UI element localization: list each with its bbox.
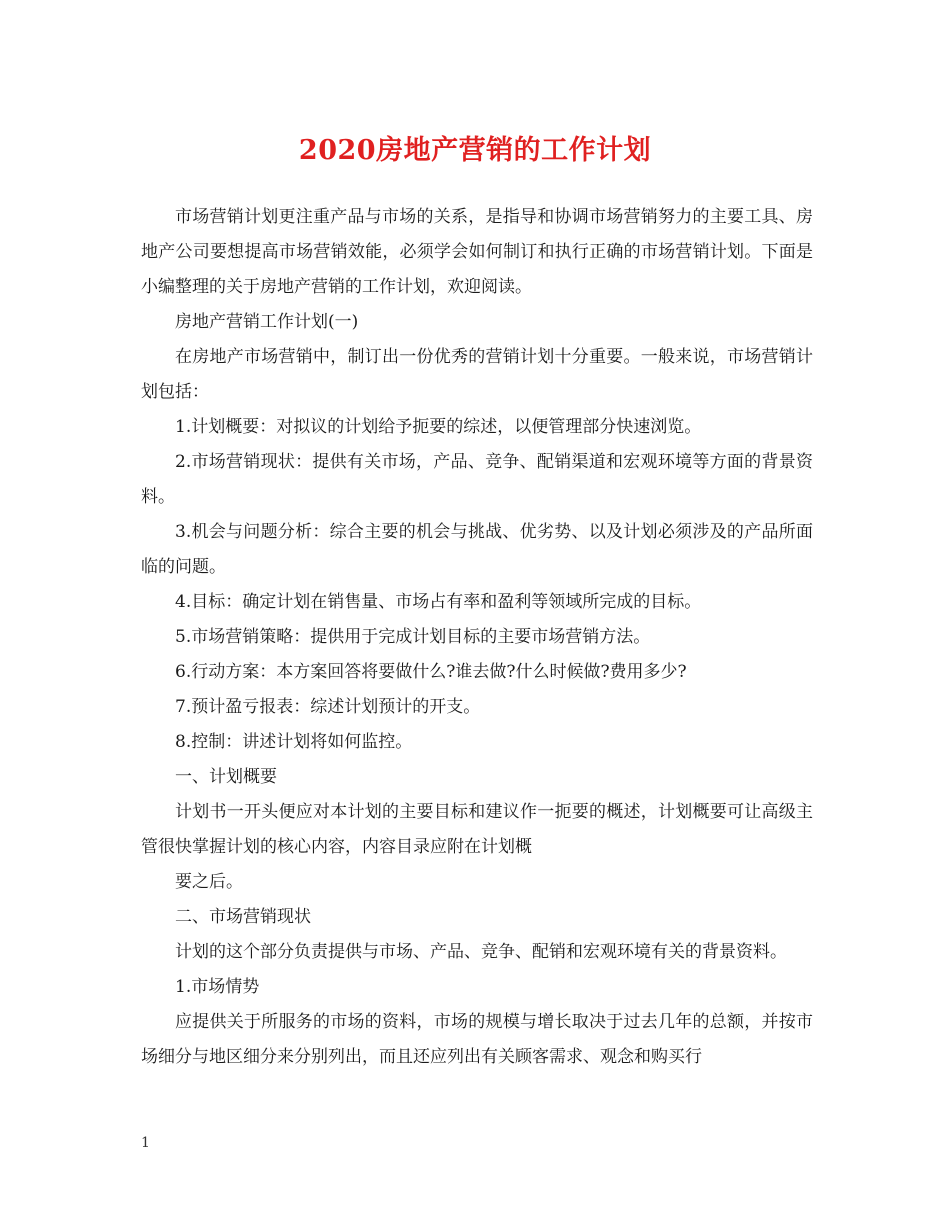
paragraph-plan-overview: 在房地产市场营销中，制订出一份优秀的营销计划十分重要。一般来说，市场营销计划包括： xyxy=(141,347,813,402)
list-item-5: 5.市场营销策略：提供用于完成计划目标的主要市场营销方法。 xyxy=(175,627,651,647)
paragraph-plan-heading: 房地产营销工作计划(一) xyxy=(175,312,359,332)
paragraph-section-1-continued: 要之后。 xyxy=(175,872,243,892)
paragraph-intro: 市场营销计划更注重产品与市场的关系，是指导和协调市场营销努力的主要工具、房地产公司要想提高市场营销效能，必须学会如何制订和执行正确的市场营销计划。下面是小编整理的关于房地产营销的工作计划，欢迎阅读。 xyxy=(141,207,813,297)
document-body xyxy=(141,200,813,1075)
list-item-1: 1.计划概要：对拟议的计划给予扼要的综述，以便管理部分快速浏览。 xyxy=(175,417,702,437)
subsection-heading-1: 1.市场情势 xyxy=(175,977,260,997)
list-item-6: 6.行动方案：本方案回答将要做什么?谁去做?什么时候做?费用多少? xyxy=(175,662,687,682)
paragraph-section-1: 计划书一开头便应对本计划的主要目标和建议作一扼要的概述，计划概要可让高级主管很快掌握计划的核心内容，内容目录应附在计划概 xyxy=(141,802,813,857)
page-number: 1 xyxy=(141,1135,150,1151)
list-item-7: 7.预计盈亏报表：综述计划预计的开支。 xyxy=(175,697,481,717)
document-title: 2020房地产营销的工作计划 xyxy=(298,135,652,166)
paragraph-section-2: 计划的这个部分负责提供与市场、产品、竞争、配销和宏观环境有关的背景资料。 xyxy=(175,942,787,962)
list-item-2: 2.市场营销现状：提供有关市场，产品、竞争、配销渠道和宏观环境等方面的背景资料。 xyxy=(141,452,813,507)
section-heading-2: 二、市场营销现状 xyxy=(175,907,311,927)
paragraph-market-situation: 应提供关于所服务的市场的资料，市场的规模与增长取决于过去几年的总额，并按市场细分与地区细分来分别列出，而且还应列出有关顾客需求、观念和购买行 xyxy=(141,1012,813,1067)
list-item-4: 4.目标：确定计划在销售量、市场占有率和盈利等领域所完成的目标。 xyxy=(175,592,702,612)
list-item-3: 3.机会与问题分析：综合主要的机会与挑战、优劣势、以及计划必须涉及的产品所面临的问题。 xyxy=(141,522,813,577)
list-item-8: 8.控制：讲述计划将如何监控。 xyxy=(175,732,413,752)
section-heading-1: 一、计划概要 xyxy=(175,767,277,787)
